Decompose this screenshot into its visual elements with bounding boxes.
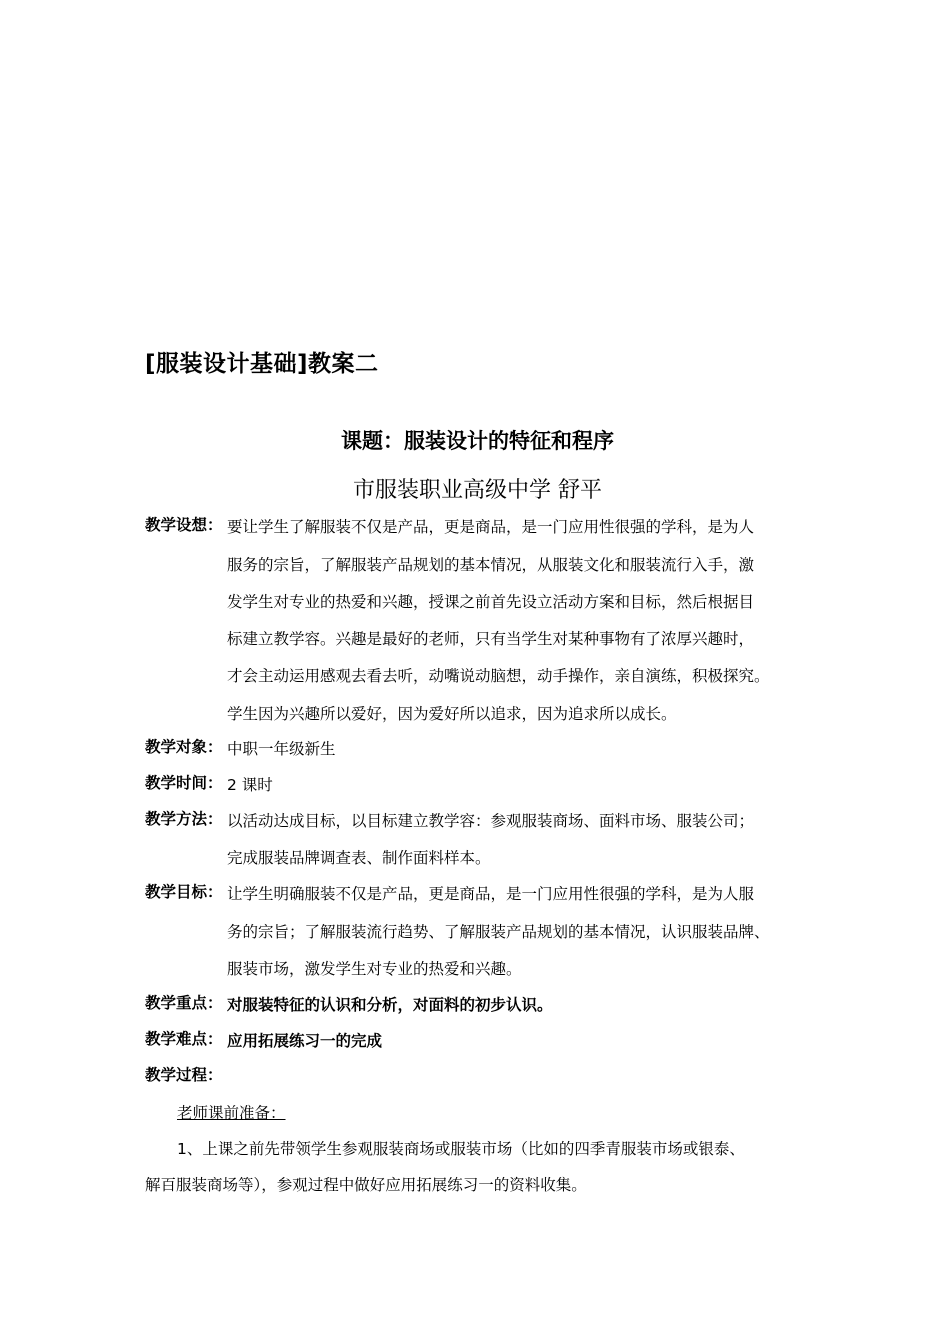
method-label: 教学方法： (145, 810, 223, 828)
design-label: 教学设想： (145, 516, 223, 534)
target-value: 中职一年级新生 (227, 740, 336, 758)
document-title: [服装设计基础]教案二 (145, 351, 379, 377)
prep-item-1-line-1: 1、上课之前先带领学生参观服装商场或服装市场（比如的四季青服装市场或银泰、 (177, 1140, 745, 1158)
time-label: 教学时间： (145, 774, 223, 792)
goal-label: 教学目标： (145, 883, 223, 901)
difficulty-label: 教学难点： (145, 1030, 223, 1048)
time-row (145, 765, 223, 802)
lesson-topic: 课题：服装设计的特征和程序 (341, 429, 614, 453)
prep-item-1-line-2: 解百服装商场等），参观过程中做好应用拓展练习一的资料收集。 (145, 1176, 587, 1194)
process-label: 教学过程： (145, 1066, 223, 1084)
design-line-5: 才会主动运用感观去看去听，动嘴说动脑想，动手操作，亲自演练，积极探究。 (227, 667, 770, 685)
goal-line-1: 让学生明确服装不仅是产品，更是商品，是一门应用性很强的学科，是为人服 (227, 885, 755, 903)
design-line-3: 发学生对专业的热爱和兴趣，授课之前首先设立活动方案和目标，然后根据目 (227, 593, 755, 611)
goal-line-3: 服装市场，激发学生对专业的热爱和兴趣。 (227, 960, 522, 978)
design-line-1: 要让学生了解服装不仅是产品，更是商品，是一门应用性很强的学科，是为人 (227, 518, 755, 536)
design-line-2: 服务的宗旨，了解服装产品规划的基本情况，从服装文化和服装流行入手，激 (227, 556, 755, 574)
focus-value: 对服装特征的认识和分析，对面料的初步认识。 (227, 996, 553, 1014)
author-line: 市服装职业高级中学 舒平 (353, 478, 602, 503)
goal-row (145, 874, 223, 911)
method-row (145, 801, 223, 838)
difficulty-row (145, 1021, 223, 1058)
design-section (145, 507, 223, 544)
design-line-4: 标建立教学容。兴趣是最好的老师，只有当学生对某种事物有了浓厚兴趣时， (227, 630, 755, 648)
target-label: 教学对象： (145, 738, 223, 756)
difficulty-value: 应用拓展练习一的完成 (227, 1032, 383, 1050)
design-line-6: 学生因为兴趣所以爱好，因为爱好所以追求，因为追求所以成长。 (227, 705, 677, 723)
goal-line-2: 务的宗旨；了解服装流行趋势、了解服装产品规划的基本情况，认识服装品牌、 (227, 923, 770, 941)
focus-row (145, 985, 223, 1022)
focus-label: 教学重点： (145, 994, 223, 1012)
method-line-1: 以活动达成目标，以目标建立教学容：参观服装商场、面料市场、服装公司； (227, 812, 755, 830)
process-row (145, 1057, 223, 1094)
target-row (145, 729, 223, 766)
prep-heading: 老师课前准备： (177, 1104, 286, 1122)
method-line-2: 完成服装品牌调查表、制作面料样本。 (227, 849, 491, 867)
time-value: 2 课时 (227, 776, 273, 794)
